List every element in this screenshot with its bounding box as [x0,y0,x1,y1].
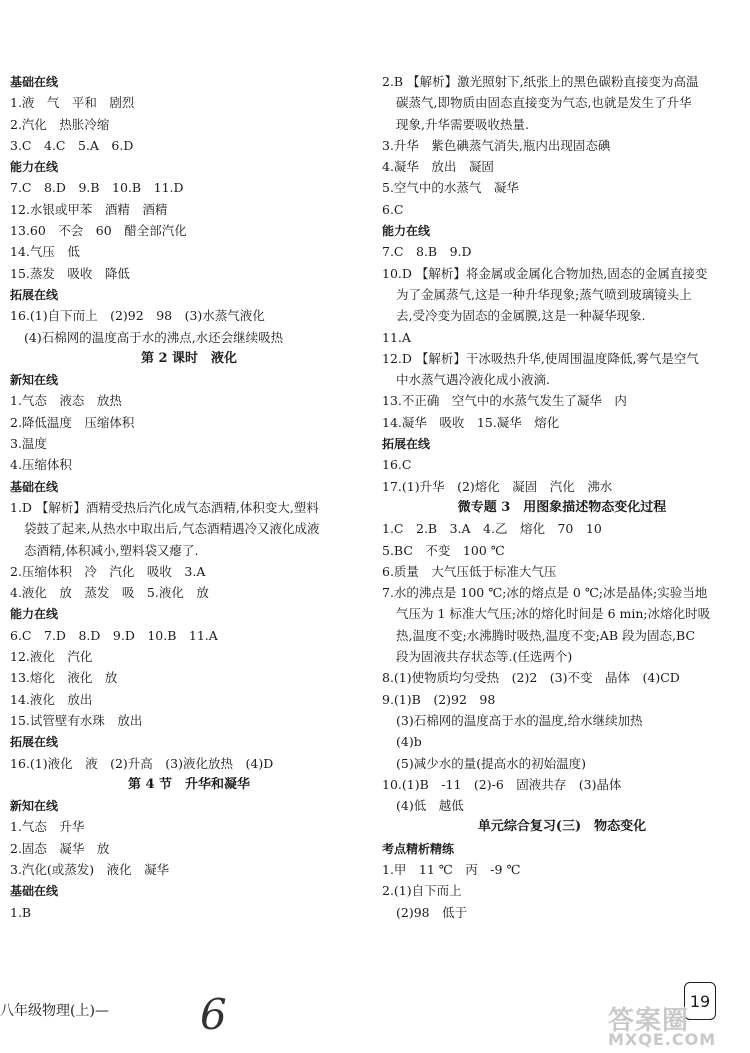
answer-line: 7.水的沸点是 100 ℃;冰的熔点是 0 ℃;冰是晶体;实验当地 [382,585,708,601]
section-subheading: 考点精析精练 [382,841,455,856]
answer-line: 13.不正确 空气中的水蒸气发生了凝华 内 [382,393,627,409]
answer-line: 1.液 气 平和 剧烈 [10,95,135,111]
section-subheading: 新知在线 [10,373,59,388]
section-title: 第 4 节 升华和凝华 [127,776,251,792]
answer-line: 11.A [382,329,411,345]
answer-line: 16.C [382,457,412,473]
answer-line: 4.凝华 放出 凝固 [382,159,494,175]
answer-line: 1.B [10,904,32,920]
answer-line: 3.温度 [10,436,47,452]
answer-line: 1.C 2.B 3.A 4.乙 熔化 70 10 [382,521,602,537]
answer-line: 2.(1)自下而上 [382,883,462,899]
answer-line: 2.汽化 热胀冷缩 [10,116,110,132]
section-subheading: 能力在线 [382,224,431,239]
section-title: 单元综合复习(三) 物态变化 [477,819,647,835]
answer-continuation: 碳蒸气,即物质由固态直接变为气态,也就是发生了升华 [396,95,692,111]
answer-line: 7.C 8.B 9.D [382,244,472,260]
section-subheading: 拓展在线 [382,437,431,452]
answer-continuation: 去,受冷变为固态的金属膜,这是一种凝华现象. [396,308,646,324]
answer-line: 12.D 【解析】干冰吸热升华,使周围温度降低,雾气是空气 [382,350,699,366]
answer-line: 9.(1)B (2)92 98 [382,691,496,707]
answer-line: 3.汽化(或蒸发) 液化 凝华 [10,861,170,877]
answer-line: 1.甲 11 ℃ 丙 -9 ℃ [382,861,521,877]
watermark-logo-text: 答案圈 [608,1006,690,1036]
answer-line: 13.60 不会 60 醋全部汽化 [10,223,187,239]
answer-subline: (4)低 越低 [396,798,464,814]
section-subheading: 基础在线 [10,884,59,899]
answer-line: 16.(1)液化 液 (2)升高 (3)液化放热 (4)D [10,755,274,771]
answer-continuation: 为了金属蒸气,这是一种升华现象;蒸气喷到玻璃镜头上 [396,286,692,302]
answer-subline: (4)石棉网的温度高于水的沸点,水还会继续吸热 [24,329,284,345]
answer-line: 3.升华 紫色碘蒸气消失,瓶内出现固态碘 [382,137,611,153]
answer-continuation: 袋鼓了起来,从热水中取出后,气态酒精遇冷又液化成液 [24,521,320,537]
answer-line: 10.(1)B -11 (2)-6 固液共存 (3)晶体 [382,776,622,792]
answer-subline: (4)b [396,734,422,750]
answer-line: 13.熔化 液化 放 [10,670,118,686]
answer-line: 6.C [382,201,404,217]
answer-line: 7.C 8.D 9.B 10.B 11.D [10,180,184,196]
answer-line: 4.压缩体积 [10,457,72,473]
handwritten-mark: 6 [200,990,227,1039]
answer-line: 10.D 【解析】将金属或金属化合物加热,固态的金属直接变 [382,265,708,281]
answer-line: 14.液化 放出 [10,691,93,707]
answer-line: 2.B 【解析】激光照射下,纸张上的黑色碳粉直接变为高温 [382,74,699,89]
answer-line: 5.空气中的水蒸气 凝华 [382,180,519,196]
right-answer-column [382,74,742,926]
answer-line: 14.凝华 吸收 15.凝华 熔化 [382,414,560,430]
section-title: 第 2 课时 液化 [140,350,238,366]
section-subheading: 新知在线 [10,799,59,814]
book-title-footer: 八年级物理(上)— [0,1003,109,1019]
answer-line: 12.水银或甲苯 酒精 酒精 [10,201,168,217]
answer-line: 12.液化 汽化 [10,649,93,665]
answer-line: 2.固态 凝华 放 [10,840,110,856]
section-subheading: 能力在线 [10,160,59,175]
answer-line: 2.降低温度 压缩体积 [10,414,135,430]
page-number: 19 [684,982,716,1020]
answer-line: 2.压缩体积 冷 汽化 吸收 3.A [10,563,206,579]
left-answer-column [10,74,368,926]
answer-line: 4.液化 放 蒸发 吸 5.液化 放 [10,585,209,601]
answer-continuation: 现象,升华需要吸收热量. [396,116,529,132]
answer-continuation: 态酒精,体积减小,塑料袋又瘪了. [24,542,199,558]
answer-line: 14.气压 低 [10,244,80,260]
answer-line: 5.BC 不变 100 ℃ [382,542,505,558]
section-subheading: 基础在线 [10,479,59,494]
answer-line: 17.(1)升华 (2)熔化 凝固 汽化 沸水 [382,478,613,494]
section-subheading: 能力在线 [10,607,59,622]
section-title: 微专题 3 用图象描述物态变化过程 [457,499,667,515]
answer-subline: (5)减少水的量(提高水的初始温度) [396,755,586,771]
answer-subline: (3)石棉网的温度高于水的温度,给水继续加热 [396,712,643,728]
answer-line: 1.气态 升华 [10,819,85,835]
answer-line: 16.(1)自下而上 (2)92 98 (3)水蒸气液化 [10,308,265,324]
answer-line: 6.质量 大气压低于标准大气压 [382,563,557,579]
section-subheading: 拓展在线 [10,287,59,302]
answer-line: 3.C 4.C 5.A 6.D [10,137,134,153]
watermark-url: MXQE.COM [608,1030,717,1049]
watermark-logo [608,1000,748,1050]
answer-continuation: 段为固液共存状态等.(任选两个) [396,649,573,665]
section-subheading: 拓展在线 [10,735,59,750]
answer-line: 6.C 7.D 8.D 9.D 10.B 11.A [10,627,218,643]
answer-line: 8.(1)使物质均匀受热 (2)2 (3)不变 晶体 (4)CD [382,670,680,686]
answer-line: 15.试管壁有水珠 放出 [10,712,143,728]
answer-continuation: 热,温度不变;水沸腾时吸热,温度不变;AB 段为固态,BC [396,627,696,643]
answer-line: 15.蒸发 吸收 降低 [10,265,130,281]
answer-continuation: 气压为 1 标准大气压;冰的熔化时间是 6 min;冰熔化时吸 [396,606,711,622]
answer-line: 1.气态 液态 放热 [10,393,122,409]
answer-continuation: 中水蒸气遇冷液化成小液滴. [396,372,550,388]
answer-line: 1.D 【解析】酒精受热后汽化成气态酒精,体积变大,塑料 [10,499,319,515]
section-subheading: 基础在线 [10,75,59,89]
answer-subline: (2)98 低于 [396,904,468,920]
